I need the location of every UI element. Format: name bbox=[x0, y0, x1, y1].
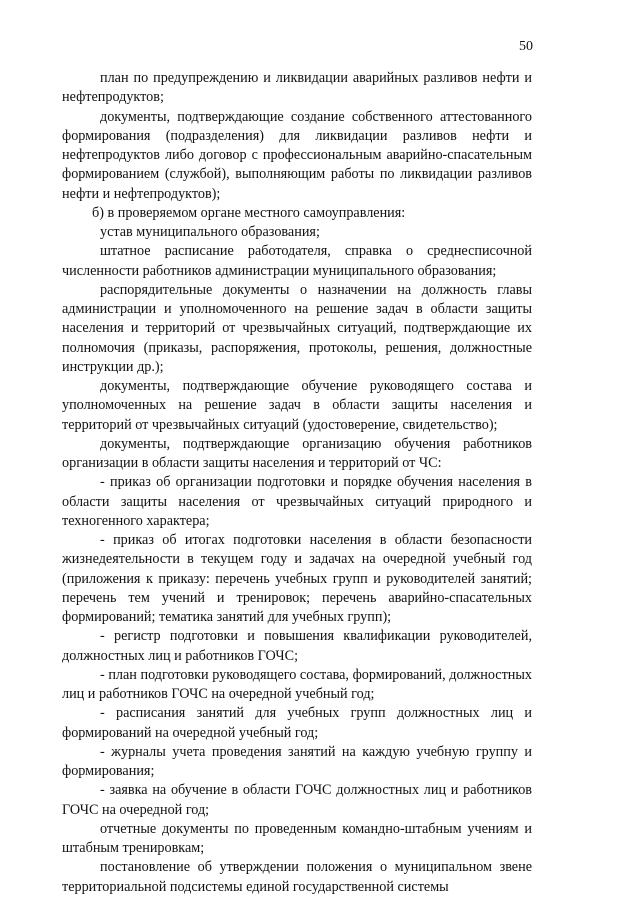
paragraph-appointment-documents: распорядительные документы о назначении на должность главы администрации и уполномоченного на решение задач в области защиты населения и территорий от чрезвычайных ситуаций, подтверждающие их полномочия (приказы, распоряжения, протоколы, решения, должностные инструкции др.); bbox=[62, 281, 532, 375]
paragraph-training-organization: документы, подтверждающие организацию обучения работников организации в области защиты населения и территорий от ЧС: bbox=[62, 435, 532, 471]
paragraph-municipal-regulation: постановление об утверждении положения о муниципальном звене территориальной подсистемы единой государственной системы bbox=[62, 859, 532, 895]
document-body bbox=[62, 69, 532, 897]
list-item-training-application: - заявка на обучение в области ГОЧС должностных лиц и работников ГОЧС на очередной год; bbox=[62, 782, 532, 818]
paragraph-training-certificates: документы, подтверждающие обучение руководящего состава и уполномоченных на решение задач в области защиты населения и территорий от чрезвычайных ситуаций (удостоверение, свидетельство); bbox=[62, 378, 532, 433]
list-item-training-order: - приказ об организации подготовки и порядке обучения населения в области защиты населения от чрезвычайных ситуаций природного и техногенного характера; bbox=[62, 474, 532, 529]
list-item-class-schedules: - расписания занятий для учебных групп должностных лиц и формирований на очередной учебный год; bbox=[62, 705, 532, 741]
list-item-results-order: - приказ об итогах подготовки населения в области безопасности жизнедеятельности в текущем году и задачах на очередной учебный год (приложения к приказу: перечень учебных групп и руководителей занятий; перечень тем учений и тренировок; перечень аварийно-спасательных формирований; тематика занятий для учебных групп); bbox=[62, 532, 532, 625]
list-item-qualification-register: - регистр подготовки и повышения квалификации руководителей, должностных лиц и работников ГОЧС; bbox=[62, 628, 532, 664]
list-item-class-journals: - журналы учета проведения занятий на каждую учебную группу и формирования; bbox=[62, 743, 532, 779]
paragraph-certified-formation: документы, подтверждающие создание собственного аттестованного формирования (подразделения) для ликвидации разливов нефти и нефтепродуктов либо договор с профессиональным аварийно-спасательным формированием (службой), выполняющим работы по ликвидации разливов нефти и нефтепродуктов); bbox=[62, 108, 532, 202]
paragraph-municipal-charter: устав муниципального образования; bbox=[100, 224, 320, 240]
list-item-training-plan: - план подготовки руководящего состава, формирований, должностных лиц и работников ГОЧС на очередной учебный год; bbox=[62, 666, 532, 702]
paragraph-oil-spill-plan: план по предупреждению и ликвидации аварийных разливов нефти и нефтепродуктов; bbox=[62, 70, 532, 106]
paragraph-exercise-reports: отчетные документы по проведенным командно-штабным учениям и штабным тренировкам; bbox=[62, 820, 532, 856]
page-number: 50 bbox=[519, 39, 533, 54]
paragraph-local-government-heading: б) в проверяемом органе местного самоуправления: bbox=[92, 204, 406, 221]
paragraph-staff-schedule: штатное расписание работодателя, справка о среднесписочной численности работников администрации муниципального образования; bbox=[62, 243, 532, 279]
